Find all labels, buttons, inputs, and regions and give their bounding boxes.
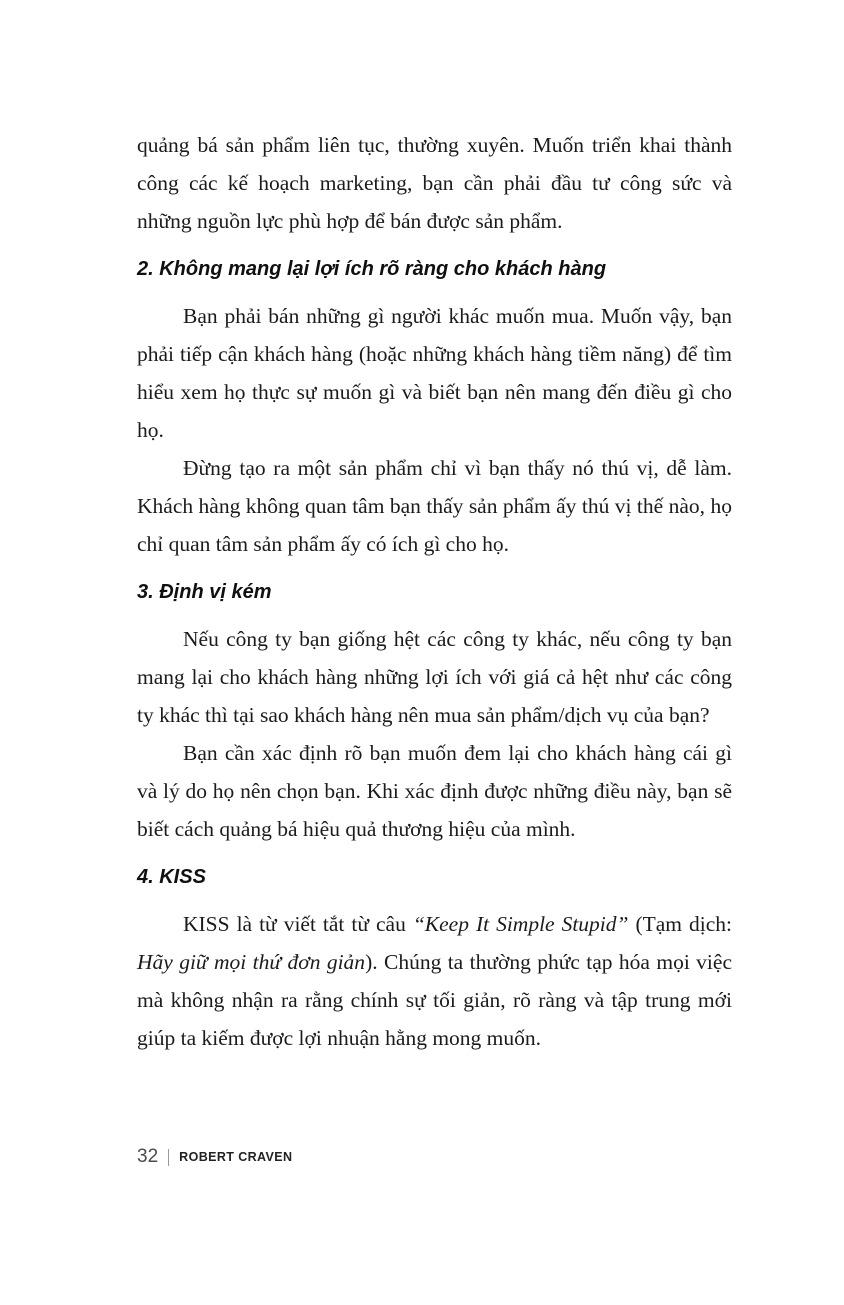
text-run: KISS là từ viết tắt từ câu	[183, 912, 413, 936]
body-paragraph	[137, 620, 732, 734]
body-paragraph	[137, 126, 732, 240]
page-number: 32	[137, 1146, 159, 1167]
section-heading: 2. Không mang lại lợi ích rõ ràng cho khách hàng	[137, 258, 607, 280]
body-paragraph	[137, 449, 732, 563]
body-paragraph	[137, 297, 732, 449]
text-run: Đừng tạo ra một sản phẩm chỉ vì bạn thấy nó thú vị, dễ làm. Khách hàng không quan tâm bạn thấy sản phẩm ấy thú vị thế nào, họ chỉ quan tâm sản phẩm ấy có ích gì cho họ.	[137, 456, 732, 556]
author-name: ROBERT CRAVEN	[179, 1150, 293, 1164]
text-run: (Tạm dịch:	[628, 912, 732, 936]
text-run: Nếu công ty bạn giống hệt các công ty khác, nếu công ty bạn mang lại cho khách hàng những lợi ích với giá cả hệt như các công ty khác thì tại sao khách hàng nên mua sản phẩm/dịch vụ của bạn?	[137, 627, 732, 727]
text-run: Bạn cần xác định rõ bạn muốn đem lại cho khách hàng cái gì và lý do họ nên chọn bạn. Khi xác định được những điều này, bạn sẽ biết cách quảng bá hiệu quả thương hiệu của mình.	[137, 741, 732, 841]
footer-divider	[168, 1149, 169, 1166]
body-paragraph	[137, 734, 732, 848]
italic-text-run: Hãy giữ mọi thứ đơn giản	[137, 950, 366, 974]
text-run: Bạn phải bán những gì người khác muốn mua. Muốn vậy, bạn phải tiếp cận khách hàng (hoặc những khách hàng tiềm năng) để tìm hiểu xem họ thực sự muốn gì và biết bạn nên mang đến điều gì cho họ.	[137, 304, 732, 442]
page-footer	[137, 1146, 292, 1168]
italic-text-run: “Keep It Simple Stupid”	[412, 912, 629, 936]
text-run: ). Chúng ta thường phức tạp hóa mọi việc mà không nhận ra rằng chính sự tối giản, rõ ràng và tập trung mới giúp ta kiếm được lợi nhuận hằng mong muốn.	[137, 950, 732, 1050]
section-heading: 4. KISS	[137, 866, 206, 888]
content-area	[137, 126, 732, 1057]
section-heading: 3. Định vị kém	[137, 581, 272, 603]
body-paragraph	[137, 905, 732, 1057]
text-run: quảng bá sản phẩm liên tục, thường xuyên. Muốn triển khai thành công các kế hoạch marketing, bạn cần phải đầu tư công sức và những nguồn lực phù hợp để bán được sản phẩm.	[137, 133, 732, 233]
